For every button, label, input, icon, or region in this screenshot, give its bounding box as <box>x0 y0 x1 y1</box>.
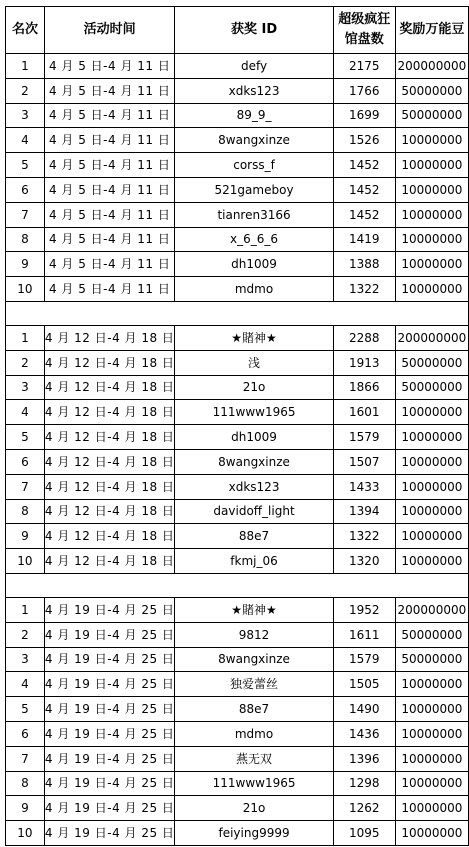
winner-id-cell: ★賭神★ <box>175 325 333 350</box>
table-header-row <box>6 7 469 54</box>
rank-cell: 6 <box>6 449 45 474</box>
period-cell: 4 月 12 日-4 月 18 日 <box>44 449 175 474</box>
rank-cell: 2 <box>6 622 45 647</box>
reward-cell: 10000000 <box>395 400 468 425</box>
period-cell: 4 月 5 日-4 月 11 日 <box>44 54 175 79</box>
period-cell: 4 月 12 日-4 月 18 日 <box>44 400 175 425</box>
period-cell: 4 月 19 日-4 月 25 日 <box>44 796 175 821</box>
reward-cell: 50000000 <box>395 78 468 103</box>
header-reward: 奖励万能豆 <box>395 7 468 54</box>
reward-cell: 10000000 <box>395 227 468 252</box>
period-cell: 4 月 19 日-4 月 25 日 <box>44 721 175 746</box>
rank-cell: 10 <box>6 277 45 302</box>
period-cell: 4 月 12 日-4 月 18 日 <box>44 425 175 450</box>
winner-id-cell: 8wangxinze <box>175 128 333 153</box>
rank-cell: 9 <box>6 252 45 277</box>
table-row <box>6 449 469 474</box>
rank-cell: 1 <box>6 597 45 622</box>
rank-cell: 2 <box>6 78 45 103</box>
reward-cell: 10000000 <box>395 425 468 450</box>
table-row <box>6 128 469 153</box>
games-cell: 1298 <box>333 771 395 796</box>
reward-cell: 10000000 <box>395 672 468 697</box>
period-cell: 4 月 5 日-4 月 11 日 <box>44 128 175 153</box>
games-cell: 1452 <box>333 177 395 202</box>
games-cell: 1322 <box>333 277 395 302</box>
rank-cell: 8 <box>6 227 45 252</box>
games-cell: 1322 <box>333 524 395 549</box>
winner-id-cell: feiying9999 <box>175 821 333 846</box>
reward-cell: 10000000 <box>395 128 468 153</box>
rank-cell: 7 <box>6 202 45 227</box>
table-row <box>6 78 469 103</box>
period-cell: 4 月 12 日-4 月 18 日 <box>44 375 175 400</box>
rank-cell: 3 <box>6 375 45 400</box>
winner-id-cell: 21o <box>175 796 333 821</box>
reward-cell: 10000000 <box>395 252 468 277</box>
reward-cell: 10000000 <box>395 499 468 524</box>
games-cell: 1396 <box>333 746 395 771</box>
games-cell: 2175 <box>333 54 395 79</box>
table-row <box>6 277 469 302</box>
period-cell: 4 月 5 日-4 月 11 日 <box>44 177 175 202</box>
period-cell: 4 月 12 日-4 月 18 日 <box>44 350 175 375</box>
reward-cell: 10000000 <box>395 177 468 202</box>
rank-cell: 9 <box>6 796 45 821</box>
games-cell: 1699 <box>333 103 395 128</box>
winner-id-cell: 8wangxinze <box>175 647 333 672</box>
reward-cell: 10000000 <box>395 474 468 499</box>
winner-id-cell: dh1009 <box>175 425 333 450</box>
table-row <box>6 499 469 524</box>
reward-cell: 10000000 <box>395 202 468 227</box>
table-row <box>6 375 469 400</box>
winner-id-cell: 8wangxinze <box>175 449 333 474</box>
period-cell: 4 月 12 日-4 月 18 日 <box>44 524 175 549</box>
reward-cell: 50000000 <box>395 350 468 375</box>
winner-id-cell: corss_f <box>175 153 333 178</box>
header-winner-id: 获奖 ID <box>175 7 333 54</box>
separator-cell <box>6 301 469 325</box>
games-cell: 1419 <box>333 227 395 252</box>
games-cell: 1611 <box>333 622 395 647</box>
games-cell: 1766 <box>333 78 395 103</box>
reward-cell: 50000000 <box>395 375 468 400</box>
period-cell: 4 月 5 日-4 月 11 日 <box>44 103 175 128</box>
rank-cell: 5 <box>6 425 45 450</box>
winner-id-cell: x_6_6_6 <box>175 227 333 252</box>
winner-id-cell: tianren3166 <box>175 202 333 227</box>
table-row <box>6 202 469 227</box>
winner-id-cell: 111www1965 <box>175 771 333 796</box>
group-separator <box>6 573 469 597</box>
header-period: 活动时间 <box>44 7 175 54</box>
table-row <box>6 697 469 722</box>
games-cell: 1388 <box>333 252 395 277</box>
rank-cell: 3 <box>6 647 45 672</box>
period-cell: 4 月 5 日-4 月 11 日 <box>44 153 175 178</box>
games-cell: 2288 <box>333 325 395 350</box>
period-cell: 4 月 19 日-4 月 25 日 <box>44 746 175 771</box>
games-cell: 1433 <box>333 474 395 499</box>
period-cell: 4 月 19 日-4 月 25 日 <box>44 821 175 846</box>
winner-id-cell: 21o <box>175 375 333 400</box>
table-row <box>6 400 469 425</box>
winner-id-cell: 111www1965 <box>175 400 333 425</box>
period-cell: 4 月 19 日-4 月 25 日 <box>44 697 175 722</box>
reward-cell: 10000000 <box>395 549 468 574</box>
rank-cell: 8 <box>6 771 45 796</box>
games-cell: 1913 <box>333 350 395 375</box>
rank-cell: 3 <box>6 103 45 128</box>
table-row <box>6 325 469 350</box>
period-cell: 4 月 19 日-4 月 25 日 <box>44 647 175 672</box>
games-cell: 1095 <box>333 821 395 846</box>
reward-cell: 200000000 <box>395 54 468 79</box>
games-cell: 1579 <box>333 425 395 450</box>
winner-id-cell: 独爱蕾丝 <box>175 672 333 697</box>
group-separator <box>6 301 469 325</box>
table-body <box>6 54 469 846</box>
ranking-table <box>5 6 469 846</box>
reward-cell: 10000000 <box>395 821 468 846</box>
rank-cell: 10 <box>6 821 45 846</box>
table-row <box>6 252 469 277</box>
header-games: 超级疯狂馆盘数 <box>333 7 395 54</box>
table-row <box>6 821 469 846</box>
period-cell: 4 月 19 日-4 月 25 日 <box>44 622 175 647</box>
games-cell: 1505 <box>333 672 395 697</box>
table-row <box>6 597 469 622</box>
rank-cell: 7 <box>6 474 45 499</box>
table-row <box>6 771 469 796</box>
rank-cell: 9 <box>6 524 45 549</box>
winner-id-cell: defy <box>175 54 333 79</box>
winner-id-cell: 燕无双 <box>175 746 333 771</box>
rank-cell: 4 <box>6 128 45 153</box>
table-row <box>6 153 469 178</box>
table-row <box>6 103 469 128</box>
period-cell: 4 月 12 日-4 月 18 日 <box>44 325 175 350</box>
winner-id-cell: 9812 <box>175 622 333 647</box>
rank-cell: 7 <box>6 746 45 771</box>
winner-id-cell: ★賭神★ <box>175 597 333 622</box>
reward-cell: 10000000 <box>395 746 468 771</box>
winner-id-cell: 88e7 <box>175 524 333 549</box>
period-cell: 4 月 5 日-4 月 11 日 <box>44 78 175 103</box>
table-row <box>6 227 469 252</box>
reward-cell: 10000000 <box>395 524 468 549</box>
winner-id-cell: 89_9_ <box>175 103 333 128</box>
winner-id-cell: xdks123 <box>175 78 333 103</box>
rank-cell: 10 <box>6 549 45 574</box>
reward-cell: 10000000 <box>395 697 468 722</box>
table-row <box>6 721 469 746</box>
period-cell: 4 月 19 日-4 月 25 日 <box>44 597 175 622</box>
table-row <box>6 54 469 79</box>
reward-cell: 50000000 <box>395 647 468 672</box>
rank-cell: 1 <box>6 325 45 350</box>
games-cell: 1952 <box>333 597 395 622</box>
winner-id-cell: davidoff_light <box>175 499 333 524</box>
period-cell: 4 月 5 日-4 月 11 日 <box>44 202 175 227</box>
reward-cell: 50000000 <box>395 622 468 647</box>
winner-id-cell: mdmo <box>175 277 333 302</box>
rank-cell: 6 <box>6 177 45 202</box>
games-cell: 1394 <box>333 499 395 524</box>
rank-cell: 2 <box>6 350 45 375</box>
period-cell: 4 月 5 日-4 月 11 日 <box>44 227 175 252</box>
table-row <box>6 425 469 450</box>
winner-id-cell: 88e7 <box>175 697 333 722</box>
rank-cell: 8 <box>6 499 45 524</box>
reward-cell: 10000000 <box>395 796 468 821</box>
games-cell: 1507 <box>333 449 395 474</box>
rank-cell: 5 <box>6 153 45 178</box>
games-cell: 1452 <box>333 153 395 178</box>
rank-cell: 5 <box>6 697 45 722</box>
reward-cell: 10000000 <box>395 771 468 796</box>
rank-cell: 4 <box>6 400 45 425</box>
winner-id-cell: dh1009 <box>175 252 333 277</box>
period-cell: 4 月 12 日-4 月 18 日 <box>44 474 175 499</box>
table-row <box>6 746 469 771</box>
period-cell: 4 月 5 日-4 月 11 日 <box>44 277 175 302</box>
games-cell: 1579 <box>333 647 395 672</box>
winner-id-cell: 浅 <box>175 350 333 375</box>
period-cell: 4 月 12 日-4 月 18 日 <box>44 499 175 524</box>
reward-cell: 10000000 <box>395 721 468 746</box>
table-row <box>6 524 469 549</box>
table-row <box>6 350 469 375</box>
rank-cell: 1 <box>6 54 45 79</box>
winner-id-cell: fkmj_06 <box>175 549 333 574</box>
reward-cell: 200000000 <box>395 597 468 622</box>
games-cell: 1436 <box>333 721 395 746</box>
games-cell: 1490 <box>333 697 395 722</box>
reward-cell: 10000000 <box>395 449 468 474</box>
table-row <box>6 622 469 647</box>
reward-cell: 10000000 <box>395 153 468 178</box>
games-cell: 1526 <box>333 128 395 153</box>
separator-cell <box>6 573 469 597</box>
games-cell: 1320 <box>333 549 395 574</box>
period-cell: 4 月 5 日-4 月 11 日 <box>44 252 175 277</box>
table-row <box>6 177 469 202</box>
winner-id-cell: xdks123 <box>175 474 333 499</box>
period-cell: 4 月 19 日-4 月 25 日 <box>44 771 175 796</box>
winner-id-cell: mdmo <box>175 721 333 746</box>
table-row <box>6 549 469 574</box>
winner-id-cell: 521gameboy <box>175 177 333 202</box>
period-cell: 4 月 19 日-4 月 25 日 <box>44 672 175 697</box>
table-row <box>6 647 469 672</box>
table-row <box>6 672 469 697</box>
table-row <box>6 796 469 821</box>
games-cell: 1262 <box>333 796 395 821</box>
table-row <box>6 474 469 499</box>
period-cell: 4 月 12 日-4 月 18 日 <box>44 549 175 574</box>
games-cell: 1866 <box>333 375 395 400</box>
reward-cell: 200000000 <box>395 325 468 350</box>
games-cell: 1452 <box>333 202 395 227</box>
rank-cell: 4 <box>6 672 45 697</box>
games-cell: 1601 <box>333 400 395 425</box>
reward-cell: 50000000 <box>395 103 468 128</box>
reward-cell: 10000000 <box>395 277 468 302</box>
rank-cell: 6 <box>6 721 45 746</box>
header-rank: 名次 <box>6 7 45 54</box>
